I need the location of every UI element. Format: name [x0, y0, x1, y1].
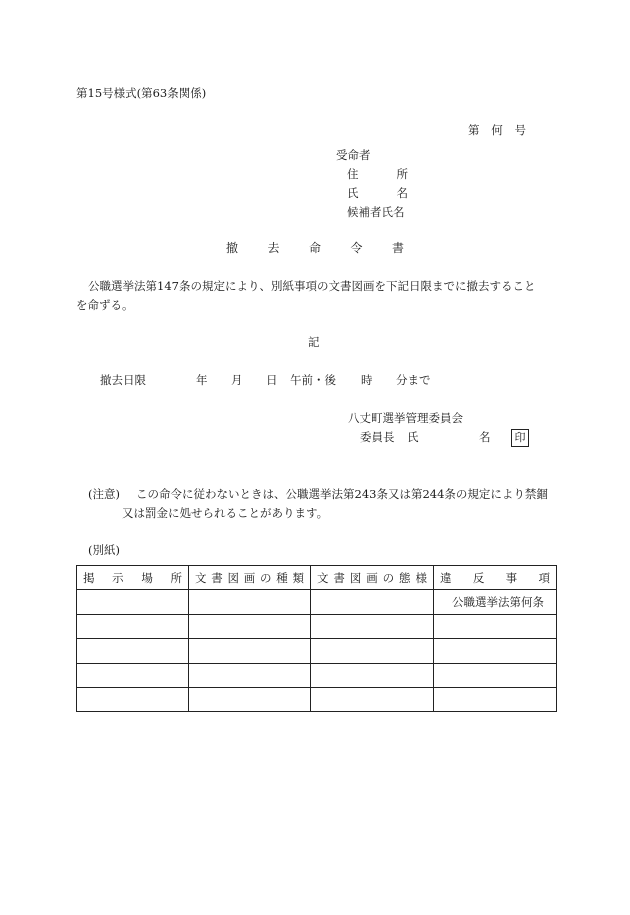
header-char: 場	[141, 570, 153, 585]
title-char-5: 書	[391, 241, 404, 255]
doc-number-nani: 何	[491, 123, 503, 137]
header-char: 類	[292, 570, 304, 585]
table-header-row	[77, 566, 557, 590]
header-char: 項	[538, 570, 550, 585]
note-label: (注意)	[88, 487, 120, 501]
header-char: 図	[227, 570, 239, 585]
issuer-title: 委員長	[360, 430, 395, 444]
table-cell	[77, 663, 189, 687]
header-char: 所	[170, 570, 182, 585]
table-row	[77, 614, 557, 638]
address-label-sho: 所	[396, 167, 408, 181]
table-row	[77, 590, 557, 614]
document-title	[226, 240, 404, 256]
recipient-candidate-label: 候補者氏名	[347, 205, 405, 219]
table-cell	[77, 614, 189, 638]
seal-box	[511, 429, 529, 447]
header-char: 図	[349, 570, 362, 585]
header-violation	[434, 566, 557, 590]
header-char: 掲	[83, 570, 95, 585]
violation-cell	[434, 590, 557, 614]
deadline-month: 月	[231, 373, 243, 387]
table-cell	[189, 687, 311, 711]
deadline-minute: 分まで	[396, 373, 431, 387]
header-document-type	[189, 566, 311, 590]
deadline-label: 撤去日限	[100, 373, 146, 387]
body-line-1: 公職選挙法第147条の規定により、別紙事項の文書図画を下記日限までに撤去すること	[88, 279, 536, 293]
header-char: 文	[195, 570, 207, 585]
table-cell	[311, 614, 434, 638]
table-cell	[189, 663, 311, 687]
header-char: 事	[505, 570, 518, 585]
deadline-hour: 時	[361, 373, 373, 387]
header-char: 画	[243, 570, 256, 585]
note-line-2: 又は罰金に処せられることがあります。	[122, 506, 329, 520]
table-cell	[311, 639, 434, 663]
name-label-mei: 名	[396, 186, 408, 200]
table-cell	[77, 687, 189, 711]
table-row	[77, 639, 557, 663]
appendix-label: (別紙)	[88, 543, 120, 557]
deadline-year: 年	[196, 373, 208, 387]
header-char: 違	[440, 570, 452, 585]
deadline-ampm: 午前・後	[290, 373, 336, 387]
name-label-shi: 氏	[347, 186, 359, 200]
header-char: 画	[366, 570, 378, 585]
table-cell	[434, 687, 557, 711]
title-char-1: 撤	[226, 241, 239, 255]
header-char: 態	[399, 570, 411, 585]
appendix-table	[76, 565, 557, 712]
ki-heading: 記	[308, 335, 320, 349]
table-cell	[434, 614, 557, 638]
title-char-3: 命	[308, 241, 321, 255]
table-row	[77, 663, 557, 687]
table-cell	[311, 687, 434, 711]
issuer-mei: 名	[479, 430, 491, 444]
header-char: の	[260, 570, 272, 585]
header-char: 種	[276, 570, 288, 585]
title-char-2: 去	[267, 241, 280, 255]
table-cell	[189, 590, 311, 614]
table-cell	[434, 639, 557, 663]
violation-default: 公職選挙法第何条	[452, 595, 544, 610]
issuer-org: 八丈町選挙管理委員会	[348, 411, 463, 425]
header-char: 様	[415, 570, 427, 585]
table-row	[77, 687, 557, 711]
recipient-address-label	[347, 166, 408, 182]
doc-number-go: 号	[514, 123, 526, 137]
header-char: 文	[317, 570, 329, 585]
seal-icon: 印	[511, 429, 529, 447]
document-number	[468, 122, 526, 138]
body-line-2: を命ずる。	[76, 298, 134, 312]
header-document-form	[311, 566, 434, 590]
table-cell	[311, 590, 434, 614]
address-label-ju: 住	[347, 167, 359, 181]
deadline-day: 日	[266, 373, 278, 387]
header-char: の	[382, 570, 395, 585]
table-cell	[434, 663, 557, 687]
recipient-name-label	[347, 185, 408, 201]
table-cell	[189, 639, 311, 663]
table-cell	[189, 614, 311, 638]
recipient-heading: 受命者	[336, 148, 371, 162]
issuer-shi: 氏	[407, 430, 419, 444]
header-char: 書	[333, 570, 345, 585]
header-char: 書	[211, 570, 223, 585]
doc-number-dai: 第	[468, 123, 480, 137]
title-char-4: 令	[350, 241, 363, 255]
note-line-1: この命令に従わないときは、公職選挙法第243条又は第244条の規定により禁錮	[136, 487, 548, 501]
header-char: 示	[112, 570, 124, 585]
header-char: 反	[472, 570, 485, 585]
form-label: 第15号様式(第63条関係)	[76, 86, 207, 100]
table-cell	[77, 590, 189, 614]
table-cell	[77, 639, 189, 663]
header-location	[77, 566, 189, 590]
table-cell	[311, 663, 434, 687]
